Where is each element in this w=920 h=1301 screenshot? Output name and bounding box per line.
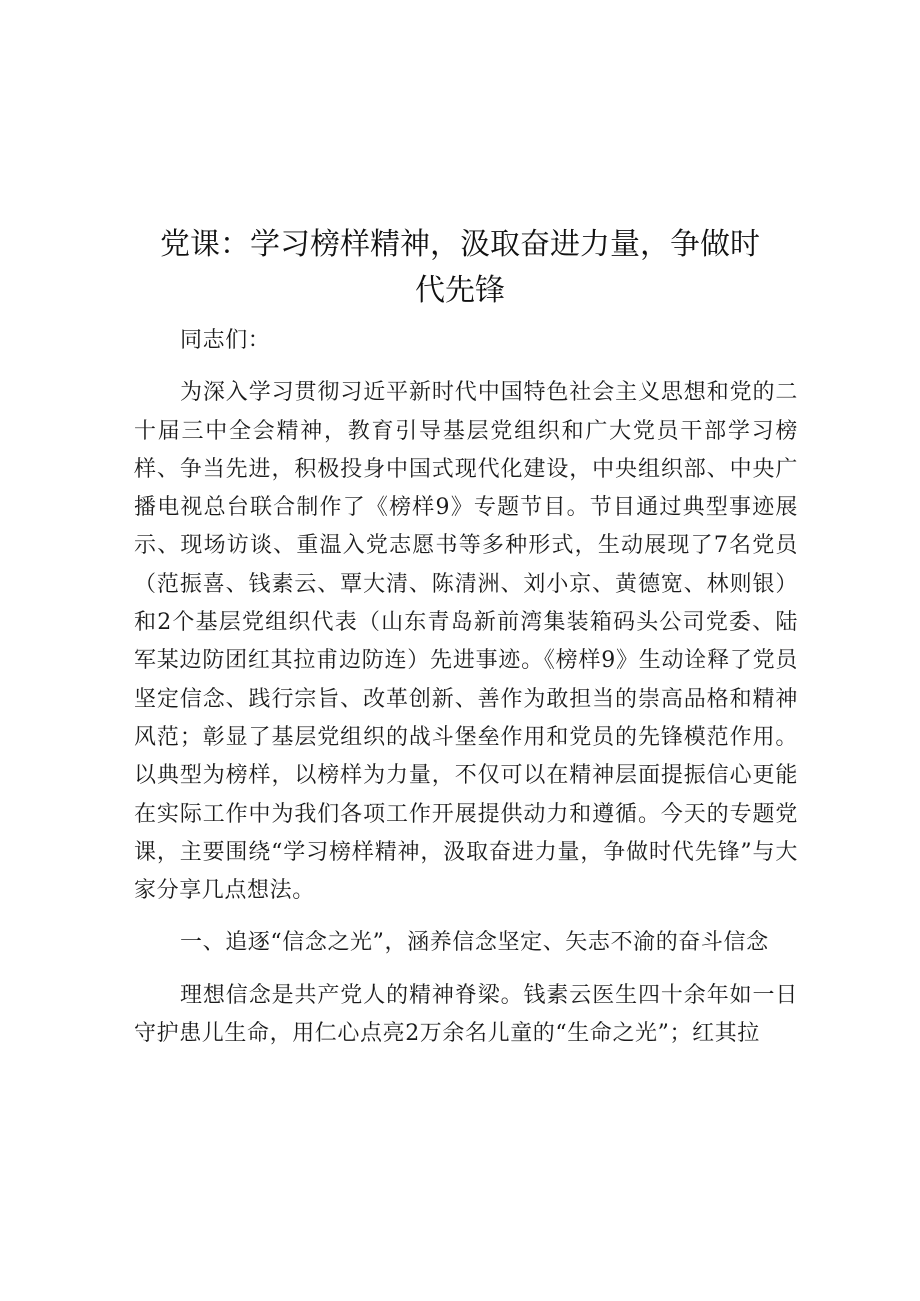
document-body [134, 322, 798, 1067]
title-line-1: 党课：学习榜样精神，汲取奋进力量，争做时 [160, 227, 760, 262]
section-heading-1: 一、追逐“信念之光”，涵养信念坚定、矢志不渝的奋斗信念 [180, 930, 769, 956]
document-title [120, 222, 800, 314]
paragraph-section-1: 理想信念是共产党人的精神脊梁。钱素云医生四十余年如一日守护患儿生命，用仁心点亮2万余名儿童的“生命之光”；红其拉 [134, 982, 798, 1047]
salutation: 同志们： [180, 328, 271, 353]
title-line-2: 代先锋 [415, 273, 505, 308]
paragraph-intro: 为深入学习贯彻习近平新时代中国特色社会主义思想和党的二十届三中全会精神，教育引导基层党组织和广大党员干部学习榜样、争当先进，积极投身中国式现代化建设，中央组织部、中央广播电视总台联合制作了《榜样9》专题节目。节目通过典型事迹展示、现场访谈、重温入党志愿书等多种形式，生动展现了7名党员（范振喜、钱素云、覃大清、陈清洲、刘小京、黄德宽、林则银）和2个基层党组织代表（山东青岛新前湾集装箱码头公司党委、陆军某边防团红其拉甫边防连）先进事迹。《榜样9》生动诠释了党员坚定信念、践行宗旨、改革创新、善作为敢担当的崇高品格和精神风范；彰显了基层党组织的战斗堡垒作用和党员的先锋模范作用。以典型为榜样，以榜样为力量，不仅可以在精神层面提振信心更能在实际工作中为我们各项工作开展提供动力和遵循。今天的专题党课，主要围绕“学习榜样精神，汲取奋进力量，争做时代先锋”与大家分享几点想法。 [134, 380, 798, 904]
